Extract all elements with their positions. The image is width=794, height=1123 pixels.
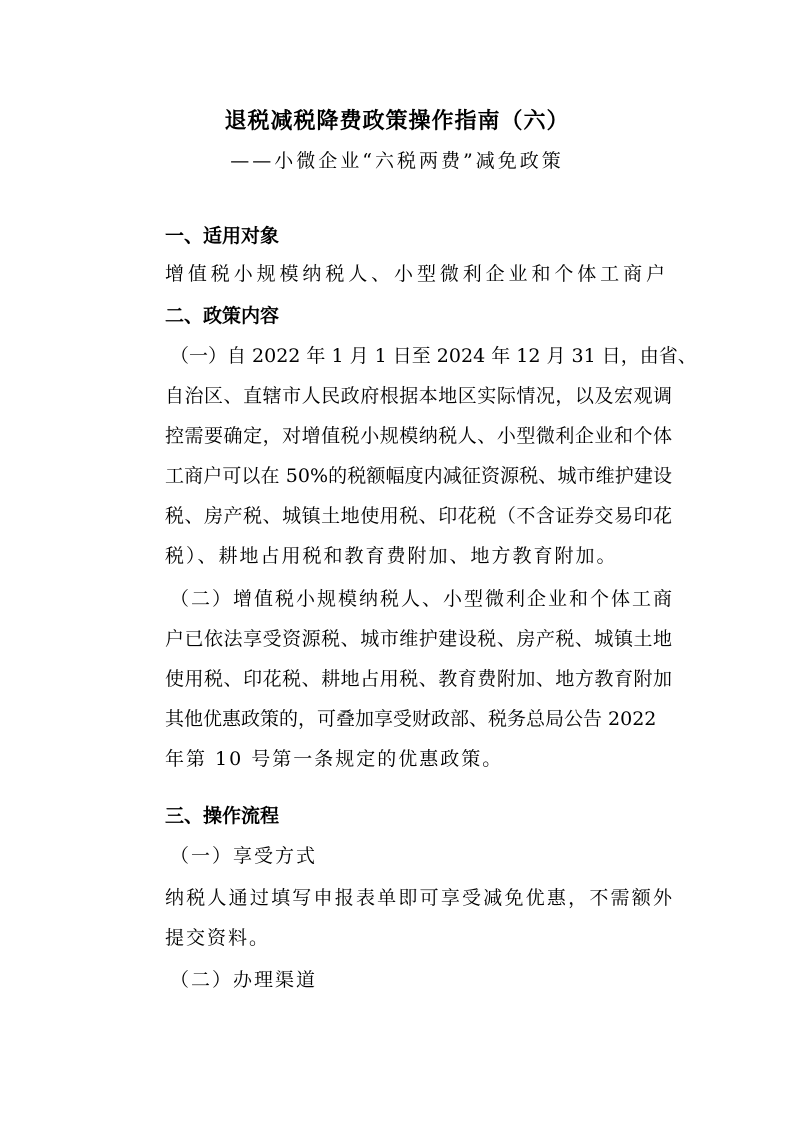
- section3-sub1: （一）享受方式: [170, 845, 318, 867]
- section1-body: 增值税小规模纳税人、小型微利企业和个体工商户: [165, 263, 665, 285]
- para1-line: 税）、耕地占用税和教育费附加、地方教育附加。: [165, 545, 618, 567]
- para2-line: 其他优惠政策的，可叠加享受财政部、税务总局公告 2022: [165, 708, 657, 730]
- para2-line: 年第 10 号第一条规定的优惠政策。: [165, 748, 504, 770]
- para1-line: （一）自 2022 年 1 月 1 日至 2024 年 12 月 31 日，由省、: [170, 345, 697, 367]
- para1-line: 控需要确定，对增值税小规模纳税人、小型微利企业和个体: [165, 425, 672, 447]
- sub1-body-line: 提交资料。: [165, 927, 271, 949]
- section3-heading: 三、操作流程: [165, 805, 280, 827]
- para2-line: （二）增值税小规模纳税人、小型微利企业和个体工商: [170, 588, 672, 610]
- para2-line: 户已依法享受资源税、城市维护建设税、房产税、城镇土地: [165, 628, 672, 650]
- para2-line: 使用税、印花税、耕地占用税、教育费附加、地方教育附加: [165, 668, 672, 690]
- para1-line: 税、房产税、城镇土地使用税、印花税（不含证券交易印花: [165, 505, 672, 527]
- document-title: 退税减税降费政策操作指南（六）: [224, 108, 570, 134]
- para1-line: 工商户可以在 50%的税额幅度内减征资源税、城市维护建设: [165, 465, 672, 487]
- sub1-body-line: 纳税人通过填写申报表单即可享受减免优惠，不需额外: [165, 887, 672, 909]
- para1-line: 自治区、直辖市人民政府根据本地区实际情况，以及宏观调: [165, 385, 672, 407]
- section3-sub2: （二）办理渠道: [170, 969, 318, 991]
- document-subtitle: ——小微企业“六税两费”减免政策: [230, 150, 564, 172]
- section2-heading: 二、政策内容: [165, 305, 280, 327]
- section1-heading: 一、适用对象: [165, 225, 280, 247]
